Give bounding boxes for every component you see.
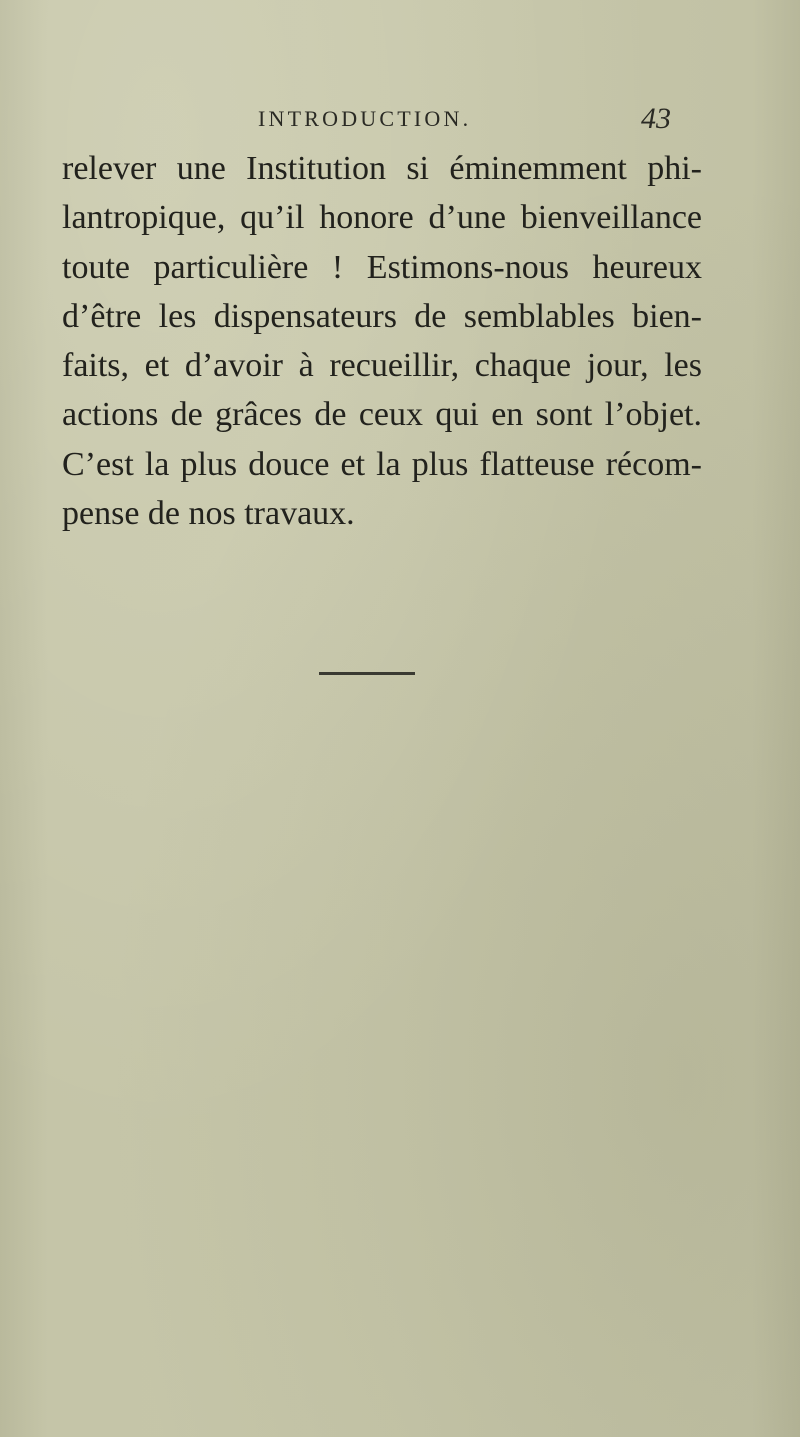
body-paragraph [62, 144, 702, 538]
text-line: toute particulière ! Estimons-nous heureux [62, 248, 702, 286]
text-line: actions de grâces de ceux qui en sont l’objet. [62, 396, 702, 434]
running-head [0, 102, 800, 136]
text-line: faits, et d’avoir à recueillir, chaque jour, les [62, 347, 702, 385]
text-line: d’être les dispensateurs de semblables bien- [62, 297, 702, 335]
text-line: C’est la plus douce et la plus flatteuse récom- [62, 445, 702, 483]
text-line: relever une Institution si éminemment phi- [62, 150, 702, 187]
page-number: 43 [641, 102, 671, 135]
running-title: INTRODUCTION. [258, 106, 472, 131]
text-line: pense de nos travaux. [62, 495, 355, 533]
text-line: lantropique, qu’il honore d’une bienveillance [62, 199, 702, 237]
section-end-rule [319, 672, 415, 675]
